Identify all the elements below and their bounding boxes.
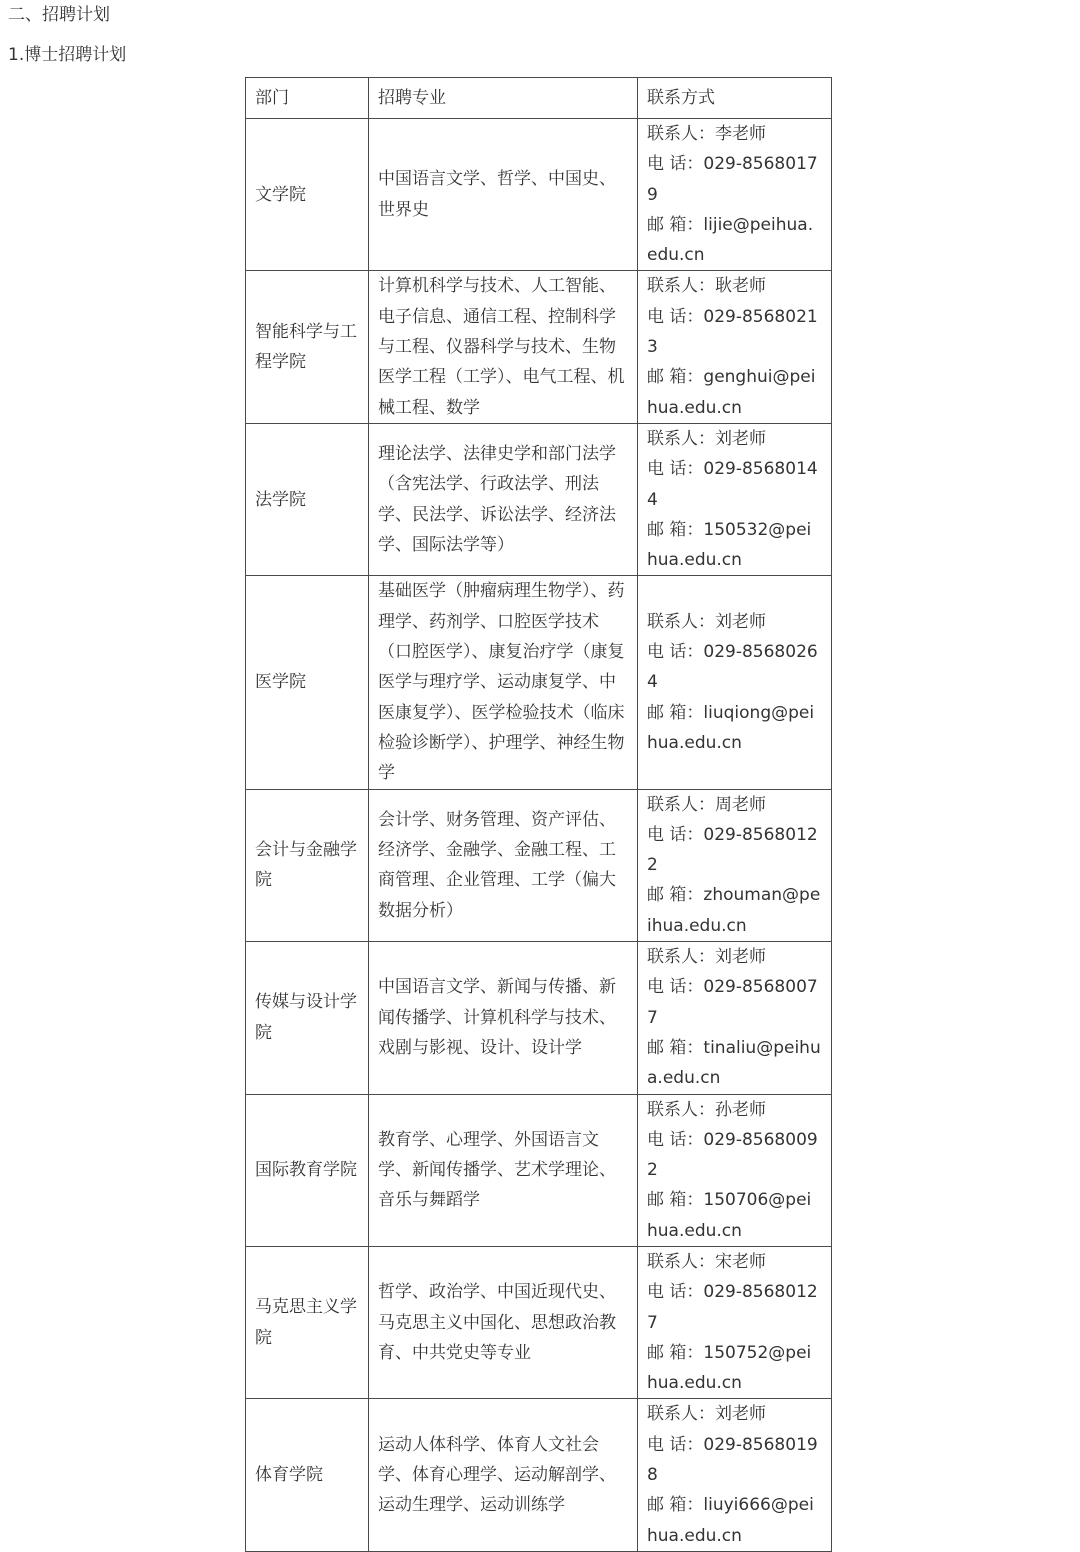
contact-email: 邮 箱：liuqiong@peihua.edu.cn bbox=[647, 702, 815, 753]
contact-cell bbox=[638, 1094, 832, 1246]
contact-person: 联系人：周老师 bbox=[647, 794, 766, 815]
contact-cell bbox=[638, 942, 832, 1094]
header-department: 部门 bbox=[246, 78, 369, 119]
table-row bbox=[246, 1246, 832, 1398]
contact-cell bbox=[638, 1246, 832, 1398]
contact-cell bbox=[638, 576, 832, 789]
contact-person: 联系人：耿老师 bbox=[647, 276, 766, 297]
department-cell: 国际教育学院 bbox=[246, 1094, 369, 1246]
contact-cell bbox=[638, 423, 832, 575]
contact-email: 邮 箱：tinaliu@peihua.edu.cn bbox=[647, 1037, 821, 1089]
contact-phone: 电 话：029-85680077 bbox=[647, 977, 818, 1028]
subsection-heading: 1.博士招聘计划 bbox=[8, 45, 127, 65]
contact-cell bbox=[638, 271, 832, 423]
contact-phone: 电 话：029-85680264 bbox=[647, 642, 818, 693]
department-cell: 体育学院 bbox=[246, 1399, 369, 1551]
table-header-row bbox=[246, 78, 832, 119]
contact-phone: 电 话：029-85680179 bbox=[647, 154, 818, 205]
department-cell: 传媒与设计学院 bbox=[246, 942, 369, 1094]
header-majors: 招聘专业 bbox=[369, 78, 638, 119]
recruitment-table bbox=[245, 77, 832, 1552]
contact-cell bbox=[638, 119, 832, 271]
table-row bbox=[246, 1399, 832, 1551]
majors-cell: 哲学、政治学、中国近现代史、马克思主义中国化、思想政治教育、中共党史等专业 bbox=[369, 1246, 638, 1398]
table-row bbox=[246, 119, 832, 271]
contact-email: 邮 箱：150706@peihua.edu.cn bbox=[647, 1190, 812, 1241]
table-row bbox=[246, 271, 832, 423]
contact-cell bbox=[638, 1399, 832, 1551]
table-row bbox=[246, 576, 832, 789]
contact-person: 联系人：刘老师 bbox=[647, 1404, 766, 1425]
contact-person: 联系人：宋老师 bbox=[647, 1251, 766, 1272]
contact-phone: 电 话：029-85680122 bbox=[647, 824, 818, 876]
table-row bbox=[246, 423, 832, 575]
contact-email: 邮 箱：genghui@peihua.edu.cn bbox=[647, 367, 816, 418]
section-heading: 二、招聘计划 bbox=[8, 5, 110, 25]
contact-email: 邮 箱：150532@peihua.edu.cn bbox=[647, 519, 812, 571]
contact-person: 联系人：刘老师 bbox=[647, 611, 766, 632]
majors-cell: 基础医学（肿瘤病理生物学）、药理学、药剂学、口腔医学技术（口腔医学）、康复治疗学（康复医学与理疗学、运动康复学、中医康复学）、医学检验技术（临床检验诊断学）、护理学、神经生物学 bbox=[369, 576, 638, 789]
table-row bbox=[246, 942, 832, 1094]
contact-phone: 电 话：029-85680198 bbox=[647, 1434, 818, 1486]
majors-cell: 中国语言文学、哲学、中国史、世界史 bbox=[369, 119, 638, 271]
contact-email: 邮 箱：liuyi666@peihua.edu.cn bbox=[647, 1495, 814, 1546]
majors-cell: 计算机科学与技术、人工智能、电子信息、通信工程、控制科学与工程、仪器科学与技术、生物医学工程（工学）、电气工程、机械工程、数学 bbox=[369, 271, 638, 423]
contact-cell bbox=[638, 789, 832, 941]
header-contact: 联系方式 bbox=[638, 78, 832, 119]
department-cell: 法学院 bbox=[246, 423, 369, 575]
contact-person: 联系人：孙老师 bbox=[647, 1099, 766, 1120]
contact-phone: 电 话：029-85680144 bbox=[647, 459, 818, 510]
table-row bbox=[246, 789, 832, 941]
contact-person: 联系人：刘老师 bbox=[647, 428, 766, 449]
department-cell: 医学院 bbox=[246, 576, 369, 789]
table-row bbox=[246, 1094, 832, 1246]
majors-cell: 会计学、财务管理、资产评估、经济学、金融学、金融工程、工商管理、企业管理、工学（偏大数据分析） bbox=[369, 789, 638, 941]
contact-email: 邮 箱：zhouman@peihua.edu.cn bbox=[647, 885, 821, 936]
contact-email: 邮 箱：150752@peihua.edu.cn bbox=[647, 1342, 812, 1394]
contact-phone: 电 话：029-85680127 bbox=[647, 1282, 818, 1333]
department-cell: 马克思主义学院 bbox=[246, 1246, 369, 1398]
contact-person: 联系人：刘老师 bbox=[647, 947, 766, 968]
department-cell: 智能科学与工程学院 bbox=[246, 271, 369, 423]
majors-cell: 教育学、心理学、外国语言文学、新闻传播学、艺术学理论、音乐与舞蹈学 bbox=[369, 1094, 638, 1246]
contact-phone: 电 话：029-85680213 bbox=[647, 306, 818, 358]
majors-cell: 运动人体科学、体育人文社会学、体育心理学、运动解剖学、运动生理学、运动训练学 bbox=[369, 1399, 638, 1551]
contact-phone: 电 话：029-85680092 bbox=[647, 1129, 818, 1181]
department-cell: 会计与金融学院 bbox=[246, 789, 369, 941]
contact-person: 联系人：李老师 bbox=[647, 124, 766, 144]
contact-email: 邮 箱：lijie@peihua.edu.cn bbox=[647, 214, 814, 266]
department-cell: 文学院 bbox=[246, 119, 369, 271]
majors-cell: 中国语言文学、新闻与传播、新闻传播学、计算机科学与技术、戏剧与影视、设计、设计学 bbox=[369, 942, 638, 1094]
majors-cell: 理论法学、法律史学和部门法学（含宪法学、行政法学、刑法学、民法学、诉讼法学、经济法学、国际法学等） bbox=[369, 423, 638, 575]
